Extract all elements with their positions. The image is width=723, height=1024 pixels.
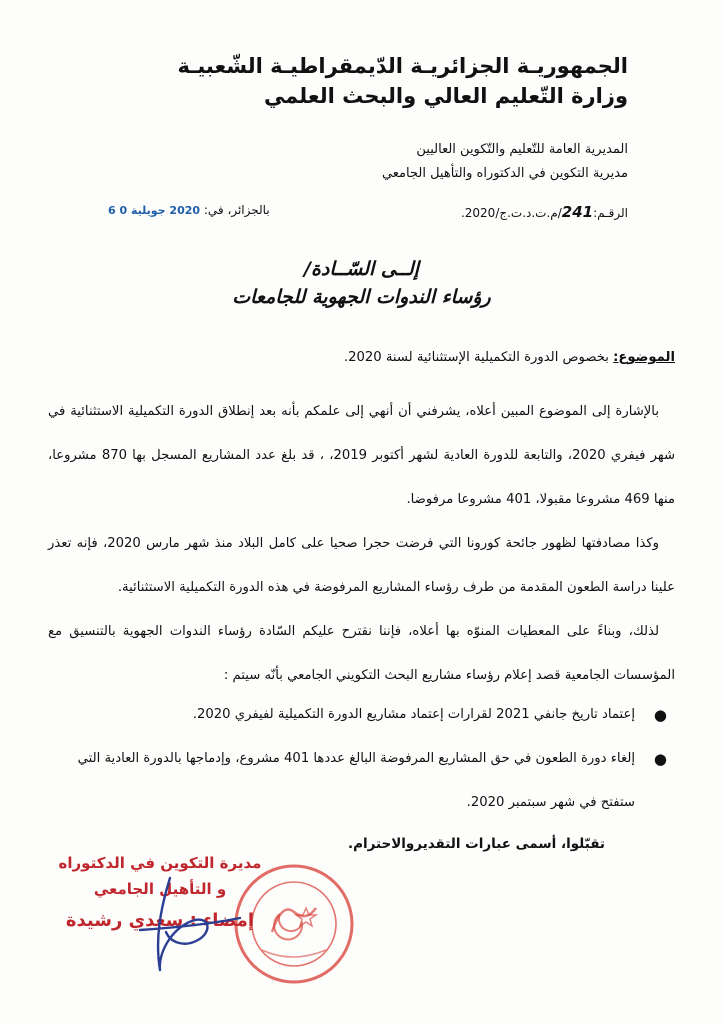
- handwritten-signature: [100, 870, 250, 980]
- place-label: بالجزائر، في:: [203, 203, 270, 217]
- addressee-line-2: رؤساء الندوات الجهوية للجامعات: [232, 286, 491, 308]
- paragraph-1: بالإشارة إلى الموضوع المبين أعلاه، يشرفني أن أنهي إلى علمكم بأنه بعد إنطلاق الدورة التكميلية الاستثنائية في شهر فيفري 2020، والتابعة للدورة العادية لشهر أكتوبر 2019، ، قد بلغ عدد المشاريع المسجل بها 870 مشروعا، منها 469 مشروعا مقبولا، 401 مشروعا مرفوضا.: [48, 404, 675, 507]
- reference-handwritten-number: 241: [561, 203, 594, 221]
- subject-line: [344, 350, 675, 365]
- bullet-icon: ●: [653, 750, 667, 768]
- sender-line-1: المديرية العامة للتّعليم والتّكوين العاليين: [416, 142, 628, 157]
- stamp-line-2: و التأهيل الجامعي: [93, 880, 227, 898]
- letter-body: [48, 390, 675, 698]
- decision-list: [48, 693, 675, 825]
- republic-title: الجمهوريـة الجزائريـة الدّيمقراطيـة الشّعبيـة: [177, 54, 628, 78]
- list-item-text: إلغاء دورة الطعون في حق المشاريع المرفوضة البالغ عددها 401 مشروع، وإدماجها بالدورة العادية التي ستفتح في شهر سبتمبر 2020.: [77, 751, 635, 810]
- sender-line-2: مديرية التكوين في الدكتوراه والتأهيل الجامعي: [381, 166, 628, 181]
- bullet-icon: ●: [653, 706, 667, 724]
- stamp-line-3: إمضاء : سعدي رشيدة: [65, 910, 255, 931]
- ministry-title: وزارة التّعليم العالي والبحث العلمي: [263, 84, 628, 108]
- reference-suffix: /م.ت.د.ت.ج/2020.: [460, 206, 562, 220]
- list-item-text: إعتماد تاريخ جانفي 2021 لقرارات إعتماد مشاريع الدورة التكميلية لفيفري 2020.: [192, 707, 635, 722]
- list-item: [48, 737, 675, 825]
- paragraph-2: وكذا مصادفتها لظهور جائحة كورونا التي فرضت حجرا صحيا على كامل البلاد منذ شهر مارس 2020، فإنه تعذر علينا دراسة الطعون المقدمة من طرف رؤساء المشاريع المرفوضة في هذه الدورة التكميلية الاستثنائية.: [48, 536, 675, 595]
- reference-number: [461, 203, 628, 221]
- stamp-line-1: مديرة التكوين في الدكتوراه: [58, 854, 262, 872]
- paragraph-3: لذلك، وبناءً على المعطيات المنوّه بها أعلاه، فإننا نقترح عليكم السّادة رؤساء الندوات الجهوية بالتنسيق مع المؤسسات الجامعية قصد إعلام رؤساء مشاريع البحث التكويني الجامعي بأنّه سيتم :: [48, 624, 675, 683]
- date-stamp: 2020 جويلية 0 6: [108, 204, 201, 217]
- subject-text: بخصوص الدورة التكميلية الإستثنائية لسنة 2020.: [343, 350, 614, 365]
- list-item: [48, 693, 675, 737]
- reference-label: الرقـم:: [593, 206, 628, 220]
- addressee-line-1: إلــى السّــادة/: [304, 258, 419, 280]
- closing-line: تقبّلوا، أسمى عبارات التقديروالاحترام.: [347, 836, 605, 852]
- place-date: [108, 203, 270, 217]
- subject-label: الموضوع:: [613, 350, 675, 365]
- signature-icon: [100, 870, 250, 980]
